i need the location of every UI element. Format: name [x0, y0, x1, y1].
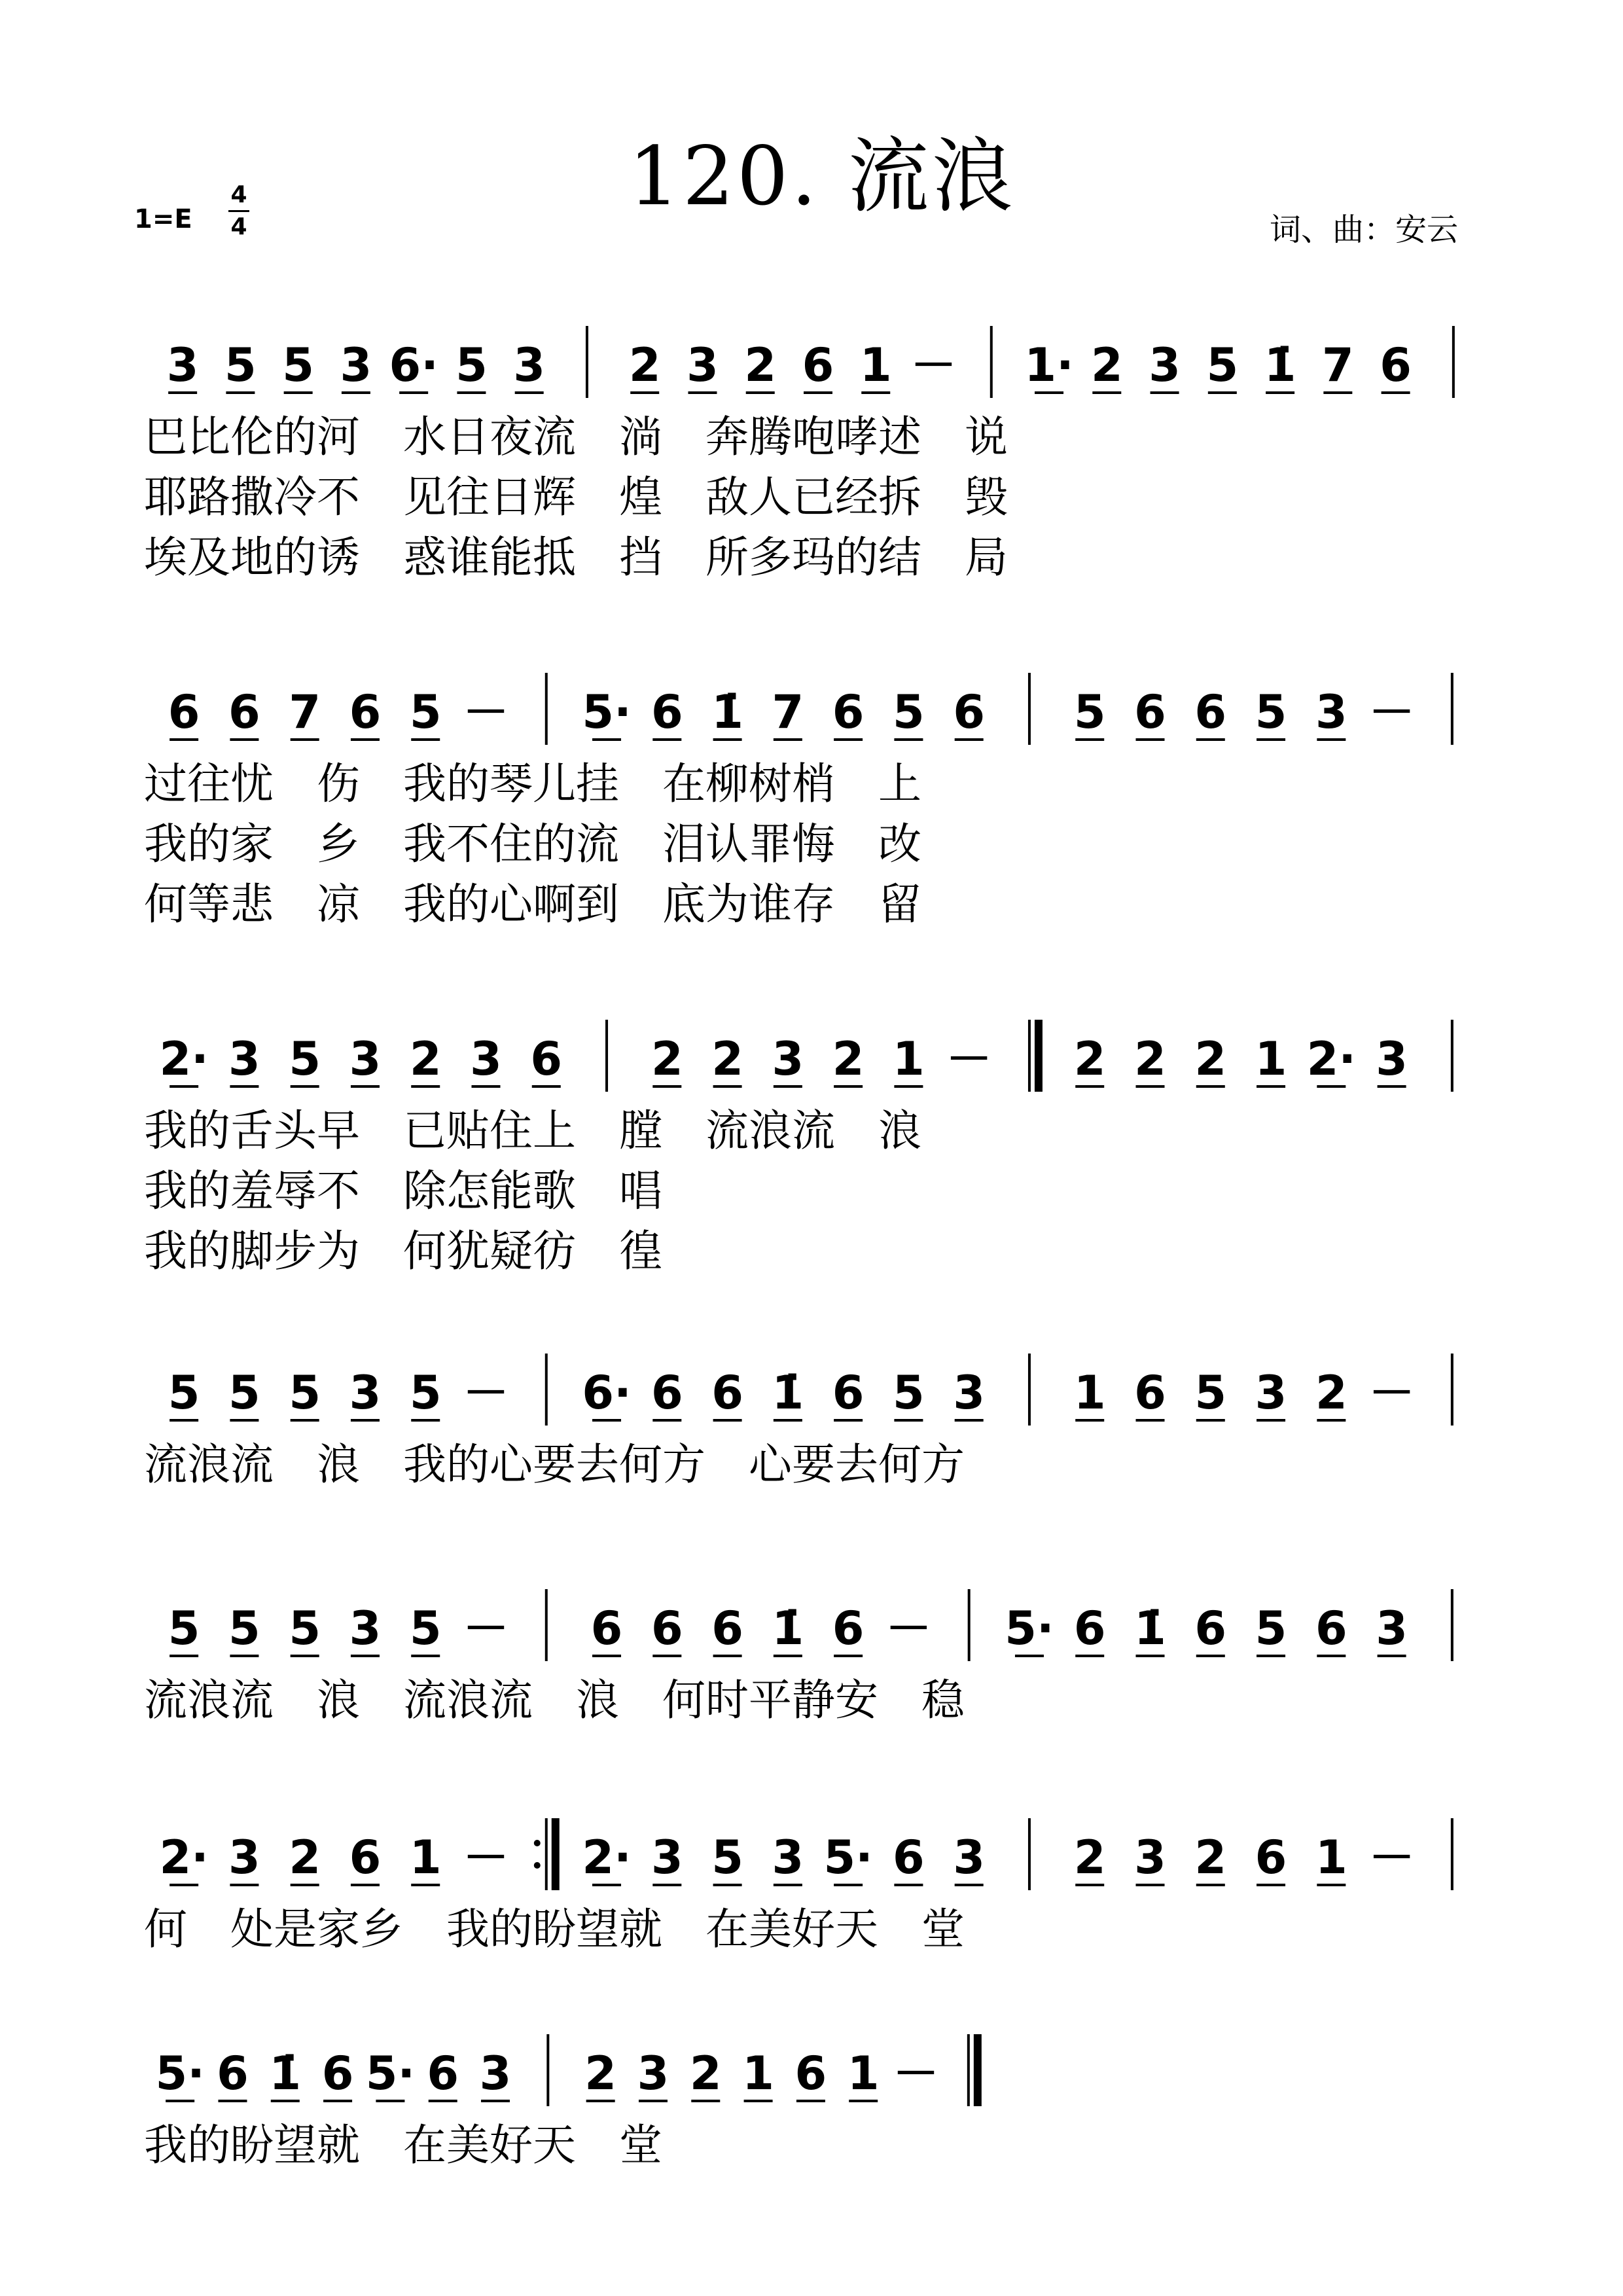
note: 2 — [744, 338, 777, 392]
lyric-line: 我的羞辱不 除怎能歌 唱 — [144, 1166, 662, 1216]
note: 5 — [168, 1366, 200, 1420]
note: 1 — [1073, 1366, 1106, 1420]
note: 5· — [1005, 1602, 1054, 1655]
lyric-line: 我的脚步为 何犹疑彷 徨 — [144, 1226, 662, 1276]
note: 6 — [530, 1032, 563, 1086]
note: 2 — [651, 1032, 683, 1086]
system-4 — [144, 1354, 1452, 1490]
note: 5· — [365, 2047, 416, 2100]
note: 6 — [794, 2047, 827, 2100]
note: 6 — [893, 1831, 925, 1884]
note: 6 — [217, 2047, 249, 2100]
note: 3 — [1315, 685, 1347, 739]
note: 5 — [1206, 338, 1239, 392]
note: 5 — [289, 1366, 321, 1420]
note: 5 — [409, 1366, 442, 1420]
note: － — [463, 1831, 509, 1884]
note: 2· — [159, 1032, 209, 1086]
note: 5 — [224, 338, 257, 392]
note: 3 — [513, 338, 546, 392]
note: 6· — [582, 1366, 632, 1420]
note: 3 — [479, 2047, 512, 2100]
note: 5 — [1194, 1366, 1227, 1420]
note: 6 — [427, 2047, 459, 2100]
note: 6 — [953, 685, 986, 739]
note: 2 — [689, 2047, 722, 2100]
note: 7 — [1321, 338, 1354, 392]
lyric-line: 我的家 乡 我不住的流 泪认罪悔 改 — [144, 819, 921, 869]
time-signature-bottom: 4 — [230, 213, 247, 240]
lyric-line: 我的舌头早 已贴住上 膛 流浪流 浪 — [144, 1105, 921, 1156]
note: 7 — [289, 685, 321, 739]
note: 1 — [1255, 1032, 1287, 1086]
note: 6 — [832, 1602, 865, 1655]
note: 3 — [228, 1032, 260, 1086]
note: 5 — [228, 1602, 260, 1655]
system-7 — [144, 2034, 978, 2170]
note: 6 — [832, 1366, 865, 1420]
note: 6· — [389, 338, 438, 392]
note: 6 — [349, 685, 382, 739]
note: － — [910, 338, 957, 392]
note: 3 — [687, 338, 719, 392]
note: 5 — [1255, 1602, 1287, 1655]
note: 5· — [582, 685, 632, 739]
system-5 — [144, 1589, 1452, 1725]
system-1 — [144, 326, 1454, 583]
note: 1 — [1315, 1831, 1347, 1884]
note: 6 — [651, 1366, 683, 1420]
note: 6 — [228, 685, 260, 739]
note: 6 — [802, 338, 834, 392]
note: 5 — [1255, 685, 1287, 739]
note: 5 — [228, 1366, 260, 1420]
note: 6 — [1134, 1366, 1166, 1420]
note: 3 — [470, 1032, 502, 1086]
note: 7 — [772, 685, 804, 739]
note: 3 — [953, 1831, 986, 1884]
note: 1̇ — [711, 685, 743, 739]
note: 2 — [1073, 1831, 1106, 1884]
credits: 词、曲：安云 — [1270, 211, 1459, 248]
note: － — [1368, 1366, 1415, 1420]
note: 2· — [1306, 1032, 1356, 1086]
note: 6 — [711, 1366, 743, 1420]
note: 2 — [289, 1831, 321, 1884]
lyric-line: 流浪流 浪 我的心要去何方 心要去何方 — [144, 1439, 965, 1490]
note: 2 — [1194, 1032, 1227, 1086]
lyric-line: 耶路撒冷不 见往日辉 煌 敌人已经拆 毁 — [144, 472, 1008, 522]
note: 3 — [651, 1831, 683, 1884]
note: 5· — [155, 2047, 205, 2100]
barline — [1029, 1020, 1039, 1092]
note: 5 — [711, 1831, 743, 1884]
note: － — [463, 685, 509, 739]
note: 1̇ — [269, 2047, 302, 2100]
note: 6 — [1134, 685, 1166, 739]
note: 6 — [1194, 685, 1227, 739]
note: 3 — [349, 1602, 382, 1655]
note: 2 — [1134, 1032, 1166, 1086]
note: 3 — [772, 1032, 804, 1086]
note: 3 — [228, 1831, 260, 1884]
note: 6 — [349, 1831, 382, 1884]
time-signature-top: 4 — [230, 181, 247, 208]
note: 1̇ — [1264, 338, 1296, 392]
note: 1 — [409, 1831, 442, 1884]
system-6 — [144, 1818, 1452, 1954]
note: 6 — [590, 1602, 623, 1655]
lyric-line: 何 处是家乡 我的盼望就 在美好天 堂 — [144, 1904, 965, 1954]
note: 5 — [893, 685, 925, 739]
note: 2 — [1090, 338, 1123, 392]
note: 3 — [1376, 1602, 1408, 1655]
lyric-line: 过往忧 伤 我的琴儿挂 在柳树梢 上 — [144, 759, 921, 809]
note: 5 — [409, 685, 442, 739]
note: 2· — [582, 1831, 632, 1884]
note: 1̇ — [772, 1366, 804, 1420]
note: 2 — [409, 1032, 442, 1086]
note: 3 — [349, 1366, 382, 1420]
note: 6 — [651, 1602, 683, 1655]
note: 2 — [1315, 1366, 1347, 1420]
note: 1 — [859, 338, 892, 392]
note: 3 — [1255, 1366, 1287, 1420]
note: 1̇ — [772, 1602, 804, 1655]
note: 2 — [1073, 1032, 1106, 1086]
note: 6 — [1194, 1602, 1227, 1655]
note: 1̇ — [1134, 1602, 1166, 1655]
note: 6 — [321, 2047, 354, 2100]
note: 3 — [772, 1831, 804, 1884]
system-3 — [144, 1020, 1452, 1276]
note: 3 — [953, 1366, 986, 1420]
note: 2 — [628, 338, 661, 392]
note: 6 — [1073, 1602, 1106, 1655]
lyric-line: 我的盼望就 在美好天 堂 — [144, 2120, 662, 2170]
note: 6 — [711, 1602, 743, 1655]
song-title: 120. 流浪 — [628, 130, 1016, 224]
note: － — [463, 1366, 509, 1420]
note: 2 — [832, 1032, 865, 1086]
note: 2· — [159, 1831, 209, 1884]
note: 5· — [823, 1831, 873, 1884]
note: － — [946, 1032, 992, 1086]
note: 6 — [832, 685, 865, 739]
note: 2 — [584, 2047, 617, 2100]
note: 6 — [168, 685, 200, 739]
note: 6 — [651, 685, 683, 739]
note: 1 — [847, 2047, 880, 2100]
note: 3 — [1134, 1831, 1166, 1884]
note: 3 — [1149, 338, 1181, 392]
note: 2 — [1194, 1831, 1227, 1884]
note: 1· — [1024, 338, 1074, 392]
lyric-line: 何等悲 凉 我的心啊到 底为谁存 留 — [144, 879, 921, 929]
note: 5 — [409, 1602, 442, 1655]
note: 3 — [1376, 1032, 1408, 1086]
note: － — [1368, 1831, 1415, 1884]
lyric-line: 流浪流 浪 流浪流 浪 何时平静安 稳 — [144, 1675, 965, 1725]
note: － — [893, 2047, 939, 2100]
note: 5 — [282, 338, 315, 392]
note: 5 — [893, 1366, 925, 1420]
note: 2 — [711, 1032, 743, 1086]
note: － — [885, 1602, 932, 1655]
note: 3 — [349, 1032, 382, 1086]
note: 6 — [1315, 1602, 1347, 1655]
note: 5 — [289, 1032, 321, 1086]
note: 3 — [637, 2047, 669, 2100]
lyric-line: 巴比伦的河 水日夜流 淌 奔腾咆哮述 说 — [144, 412, 1008, 462]
note: － — [463, 1602, 509, 1655]
note: 1 — [742, 2047, 774, 2100]
note: 5 — [168, 1602, 200, 1655]
note: 5 — [289, 1602, 321, 1655]
key-signature: 1=E — [134, 204, 192, 234]
lyric-line: 埃及地的诱 惑谁能抵 挡 所多玛的结 局 — [144, 532, 1008, 583]
note: 5 — [1073, 685, 1106, 739]
note: 1 — [893, 1032, 925, 1086]
barline — [534, 1818, 556, 1890]
note: 3 — [166, 338, 199, 392]
note: － — [1368, 685, 1415, 739]
note: 5 — [455, 338, 488, 392]
note: 3 — [340, 338, 372, 392]
note: 6 — [1380, 338, 1412, 392]
barline — [969, 2034, 978, 2106]
note: 6 — [1255, 1831, 1287, 1884]
system-2 — [144, 673, 1452, 929]
